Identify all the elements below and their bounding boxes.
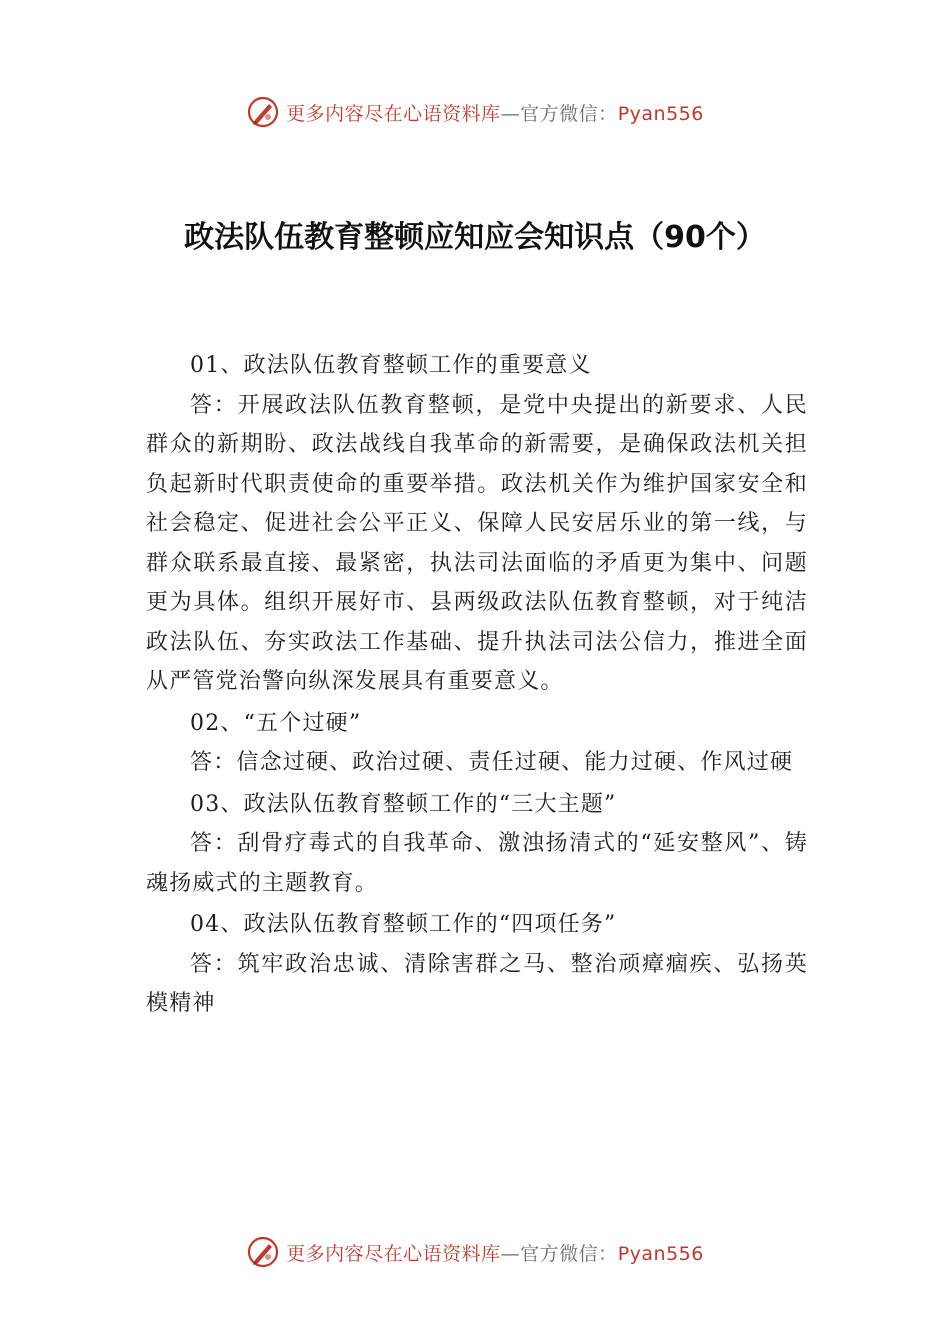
question-1: 01、政法队伍教育整顿工作的重要意义 [190,353,592,378]
question-3: 03、政法队伍教育整顿工作的“三大主题” [190,791,617,817]
question-4: 04、政法队伍教育整顿工作的“四项任务” [190,912,617,937]
banner-text [286,1239,704,1266]
banner-dash: — [500,1242,521,1265]
answer-4: 答：筑牢政治忠诚、清除害群之马、整治顽瘴痼疾、弘扬英模精神 [146,951,808,1016]
banner-wechat-id: Pyan556 [617,1242,704,1265]
question-2: 02、“五个过硬” [190,710,362,736]
document-body [146,344,808,1026]
header-banner [0,92,950,132]
answer-3: 答：刮骨疗毒式的自我革命、激浊扬清式的“延安整风”、铸魂扬威式的主题教育。 [146,831,808,896]
banner-wechat-id: Pyan556 [617,102,704,125]
banner-library-text: 更多内容尽在心语资料库 [286,102,501,125]
pen-seal-icon [246,1235,280,1269]
banner-text [286,99,704,126]
footer-banner [0,1232,950,1272]
banner-library-text: 更多内容尽在心语资料库 [286,1242,501,1265]
pen-seal-icon [246,95,280,129]
document-title: 政法队伍教育整顿应知应会知识点（90个） [184,220,766,255]
banner-wechat-label: 官方微信： [520,1242,618,1265]
answer-1: 答：开展政法队伍教育整顿，是党中央提出的新要求、人民群众的新期盼、政法战线自我革命的新需要，是确保政法机关担负起新时代职责使命的重要举措。政法机关作为维护国家安全和社会稳定、促进社会公平正义、保障人民安居乐业的第一线，与群众联系最直接、最紧密，执法司法面临的矛盾更为集中、问题更为具体。组织开展好市、县两级政法队伍教育整顿，对于纯洁政法队伍、夯实政法工作基础、提升执法司法公信力，推进全面从严管党治警向纵深发展具有重要意义。 [146,392,808,694]
banner-wechat-label: 官方微信： [520,102,618,125]
banner-dash: — [500,102,521,125]
answer-2: 答：信念过硬、政治过硬、责任过硬、能力过硬、作风过硬 [190,750,794,775]
